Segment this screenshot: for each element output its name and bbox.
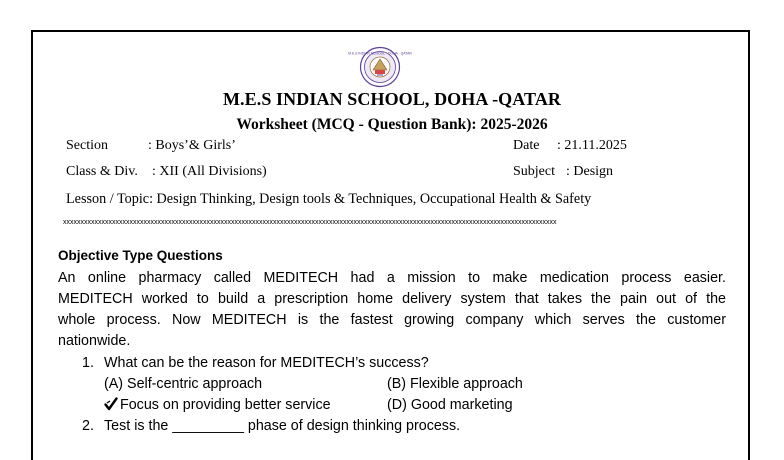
option-c-row	[104, 397, 331, 413]
section-value: : Boys’& Girls’	[148, 138, 236, 153]
class-label: Class & Div.	[66, 164, 138, 179]
date-value: : 21.11.2025	[557, 138, 627, 153]
question-number: 1.	[82, 355, 94, 371]
section-label: Section	[66, 138, 108, 153]
worksheet-title: Worksheet (MCQ - Question Bank): 2025-2026	[236, 116, 548, 133]
school-name: M.E.S INDIAN SCHOOL, DOHA -QATAR	[222, 89, 562, 109]
question-text: Test is the _________ phase of design thinking process.	[104, 418, 461, 434]
logo-text: M.E.S INDIAN SCHOOL · DOHA · QATAR	[348, 51, 412, 56]
passage-line: An online pharmacy called MEDITECH had a mission to make medication process easier.	[58, 270, 726, 286]
date-label: Date	[513, 138, 540, 153]
lesson-topic: Lesson / Topic: Design Thinking, Design tools & Techniques, Occupational Health & Safety	[66, 191, 592, 207]
passage	[58, 268, 726, 352]
question-number: 2.	[82, 418, 94, 434]
separator-line: xxxxxxxxxxxxxxxxxxxxxxxxxxxxxxxxxxxxxxxxxxxxxxxxxxxxxxxxxxxxxxxxxxxxxxxxxxxxxxxxxxxxxxxxxxxxxxxxxxxxxxxxxxxxxxxxxxxxxxxxxxxxxxxxxxxxxxxxxxxxx	[63, 219, 557, 226]
section-heading: Objective Type Questions	[58, 248, 223, 263]
class-value: : XII (All Divisions)	[152, 164, 267, 179]
question-text: What can be the reason for MEDITECH’s success?	[104, 355, 429, 371]
checkmark-icon	[104, 397, 118, 411]
option-a: (A) Self-centric approach	[104, 376, 263, 392]
option-c: Focus on providing better service	[120, 397, 331, 413]
passage-line: nationwide.	[58, 333, 131, 349]
passage-line: MEDITECH worked to build a prescription home delivery system that takes the pain out of the	[58, 291, 726, 307]
subject-value: : Design	[566, 164, 614, 179]
school-crest-icon	[348, 46, 412, 88]
option-d: (D) Good marketing	[387, 397, 513, 413]
subject-label: Subject	[513, 164, 555, 179]
option-b: (B) Flexible approach	[387, 376, 523, 392]
passage-line: whole process. Now MEDITECH is the fastest growing company which serves the customer	[58, 312, 726, 328]
